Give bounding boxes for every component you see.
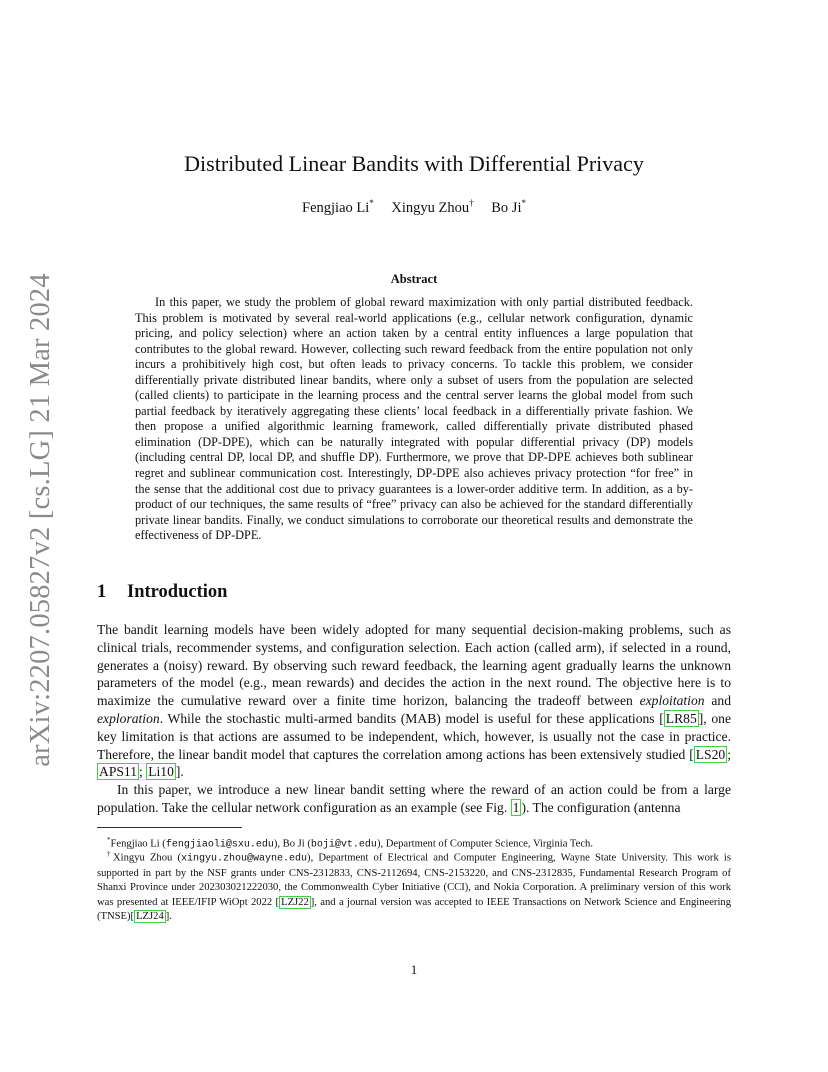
section-heading (97, 582, 227, 603)
email-address: fengjiaoli@sxu.edu (165, 839, 274, 851)
section-number: 1 (97, 582, 107, 602)
author-name: Xingyu Zhou (391, 199, 470, 216)
author-name: Fengjiao Li (302, 199, 370, 216)
author-mark: † (469, 198, 474, 208)
footnote-2: †Xingyu Zhou (xingyu.zhou@wayne.edu), Department of Electrical and Computer Engineering, Wayne State University. This work is supported in part by the NSF grants under CNS-2312833, CNS-2112694, CNS-2153220, and CNS-2312835, Fundamental Research Program of Shanxi Province under 202303021222030, the Commonwealth Cyber Initiative (CCI), and Nokia Corporation. A preliminary version of this work was presented at IEEE/IFIP WiOpt 2022 [ LZJ22 ], and a journal version was accepted to IEEE Transactions on Network Science and Engineering (TNSE)[ LZJ24 ]. (97, 850, 731, 923)
footnote-1: *Fengjiao Li (fengjiaoli@sxu.edu), Bo Ji (boji@vt.edu), Department of Computer Science, Virginia Tech. (107, 836, 593, 851)
page-number: 1 (410, 962, 418, 977)
footnote-rule (97, 827, 242, 828)
intro-paragraph-2: In this paper, we introduce a new linear bandit setting where the reward of an action could be from a large population. Take the cellular network configuration as an example (see Fig. 1 ). The configuration (antenna (97, 782, 731, 815)
author-name: Bo Ji (491, 199, 522, 216)
citation-link[interactable]: LR85 (665, 710, 697, 726)
paper-title: Distributed Linear Bandits with Differential Privacy (184, 151, 644, 176)
intro-paragraph-1: The bandit learning models have been widely adopted for many sequential decision-making problems, such as clinical trials, recommender systems, and configuration selection. Each action (called arm), if selected in a round, generates a (noisy) reward. By observing such reward feedback, the learning agent gradually learns the unknown parameters of the model (e.g., mean rewards) and decides the action in the next round. The objective here is to maximize the cumulative reward over a finite time horizon, balancing the tradeoff between exploitation and exploration. While the stochastic multi-armed bandits (MAB) model is useful for these applications [ LR85 ], one key limitation is that actions are assumed to be independent, which, however, is usually not the case in practice. Therefore, the linear bandit model that captures the correlation among actions has been extensively studied [ LS20 ; APS11 ; Li10 ]. (97, 622, 732, 780)
citation-link[interactable]: LS20 (695, 746, 726, 762)
abstract-text: In this paper, we study the problem of global reward maximization with only partial distributed feedback. This problem is motivated by several real-world applications (e.g., cellular network configuration, dynamic pricing, and policy selection) where an action taken by a central entity influences a large population that contributes to the global reward. However, collecting such reward feedback from the entire population not only incurs a prohibitively high cost, but often leads to privacy concerns. To tackle this problem, we consider differentially private distributed linear bandits, where only a subset of users from the population are selected (called clients) to participate in the learning process and the central server learns the global model from such partial feedback by iteratively aggregating these clients’ local feedback in a differentially private fashion. We then propose a unified algorithmic learning framework, called differentially private distributed phased elimination (DP-DPE), which can be naturally integrated with popular differential privacy (DP) models (including central DP, local DP, and shuffle DP). Furthermore, we prove that DP-DPE achieves both sublinear regret and sublinear communication cost. Interestingly, DP-DPE also achieves privacy protection “for free” in the sense that the additional cost due to privacy guarantees is a lower-order additive term. In addition, as a by-product of our techniques, the same results of “free” privacy can also be achieved for the standard differentially private linear bandits. Finally, we conduct simulations to corroborate our theoretical results and demonstrate the effectiveness of DP-DPE. (135, 295, 693, 543)
citation-link[interactable]: Li10 (148, 764, 174, 780)
citation-link[interactable]: APS11 (99, 764, 138, 780)
section-title: Introduction (127, 582, 228, 602)
email-address: xingyu.zhou@wayne.edu (181, 853, 308, 865)
arxiv-sidebar (16, 273, 66, 767)
author-mark: * (369, 198, 374, 208)
citation-link[interactable]: LZJ22 (281, 896, 309, 908)
author-mark: * (521, 198, 526, 208)
citation-link[interactable]: LZJ24 (136, 911, 164, 923)
author-list (0, 198, 828, 217)
email-address: boji@vt.edu (310, 839, 377, 851)
arxiv-identifier: arXiv:2207.05827v2 [cs.LG] 21 Mar 2024 (25, 273, 56, 767)
figure-link[interactable]: 1 (512, 799, 520, 815)
abstract-heading: Abstract (390, 272, 438, 286)
